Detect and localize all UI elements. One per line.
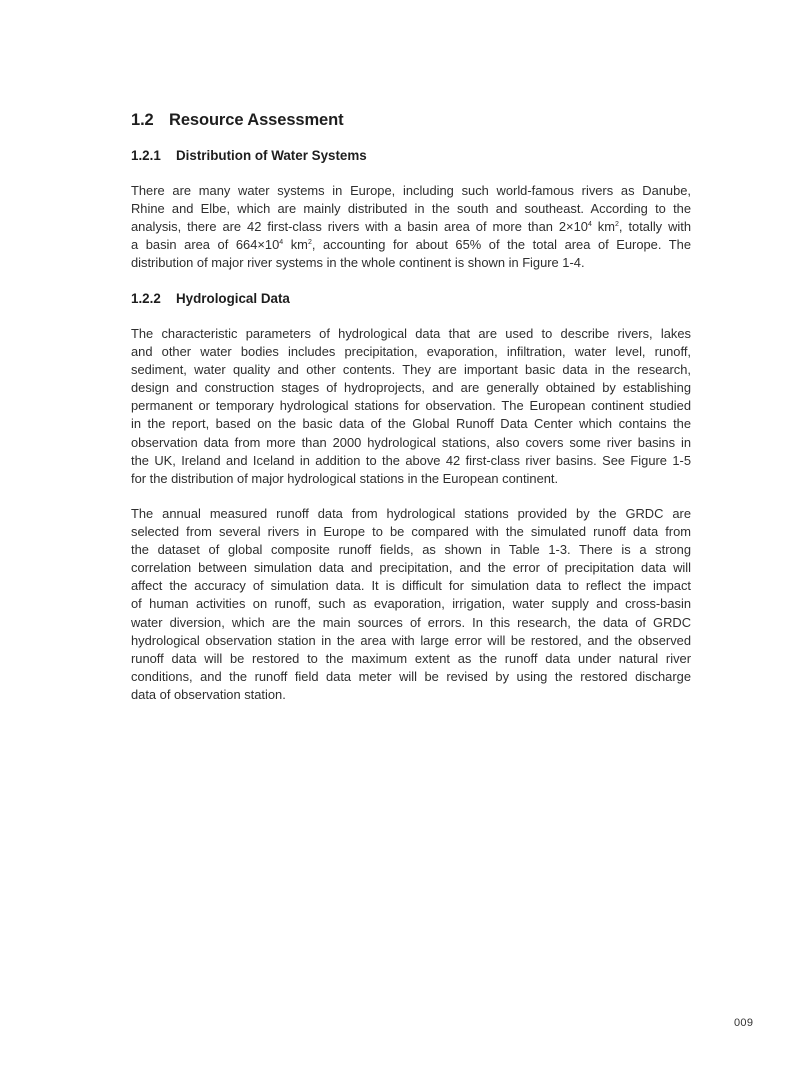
text-line: the UK, Ireland and Iceland in addition to the above 42 first-class river basins. See Figure 1-5 xyxy=(131,452,691,468)
text-line: for the distribution of major hydrological stations in the European continent. xyxy=(131,470,559,486)
section-number: 1.2 xyxy=(131,111,154,129)
text-line: a basin area of $664\times 10^4$ $km^2$, accounting for about 65% of the total area of Europe. The xyxy=(131,237,691,253)
text-line: sediment, water quality and other contents. They are important basic data in the research, xyxy=(131,362,691,378)
text-line: design and construction stages of hydroprojects, and are generally obtained by establishing xyxy=(131,380,691,396)
text-line: selected from several rivers in Europe to be compared with the simulated runoff data from xyxy=(131,524,691,540)
text-line: distribution of major river systems in the whole continent is shown in Figure 1-4. xyxy=(131,255,585,271)
text-line: affect the accuracy of simulation data. It is difficult for simulation data to reflect the impact xyxy=(131,578,691,594)
subsection-heading-distribution xyxy=(131,148,367,163)
page-number: 009 xyxy=(734,1017,754,1029)
text-line: There are many water systems in Europe, including such world-famous rivers as Danube, xyxy=(131,183,691,198)
section-title: Resource Assessment xyxy=(169,111,344,129)
subsection-number: 1.2.2 xyxy=(131,291,161,306)
subsection-number: 1.2.1 xyxy=(131,148,161,163)
paragraph-runoff-comparison xyxy=(131,505,691,704)
text-line: permanent or temporary hydrological stations for observation. The European continent studied xyxy=(131,398,691,414)
paragraph-hydrological-parameters xyxy=(131,325,691,488)
text-line: in the report, based on the basic data of the Global Runoff Data Center which contains the xyxy=(131,416,691,432)
text-line: runoff data will be restored to the maximum extent as the runoff data under natural river xyxy=(131,650,691,666)
text-line: hydrological observation station in the area with large error will be restored, and the observed xyxy=(131,632,691,648)
text-line: analysis, there are 42 first-class rivers with a basin area of more than $2\times 10^4$ $km^2$, totally with xyxy=(131,219,692,235)
text-line: observation data from more than 2000 hydrological stations, also covers some river basins in xyxy=(131,434,691,450)
text-line: Rhine and Elbe, which are mainly distributed in the south and southeast. According to the xyxy=(131,201,691,217)
paragraph-water-systems xyxy=(131,182,691,272)
text-line: conditions, and the runoff field data meter will be revised by using the restored discharge xyxy=(131,668,691,684)
text-line: and other water bodies includes precipitation, evaporation, infiltration, water level, runoff, xyxy=(131,344,691,360)
text-line: correlation between simulation data and precipitation, and the error of precipitation data will xyxy=(131,560,691,576)
subsection-title: Distribution of Water Systems xyxy=(176,148,367,163)
text-line: data of observation station. xyxy=(131,686,286,702)
text-line: The characteristic parameters of hydrological data that are used to describe rivers, lakes xyxy=(131,326,691,341)
text-line: the dataset of global composite runoff fields, as shown in Table 1-3. There is a strong xyxy=(131,542,691,558)
text-line: of human activities on runoff, such as evaporation, irrigation, water supply and cross-basin xyxy=(131,596,691,612)
subsection-title: Hydrological Data xyxy=(176,291,290,306)
text-line: water diversion, which are the main sources of errors. In this research, the data of GRDC xyxy=(131,614,691,630)
section-heading xyxy=(131,111,344,130)
subsection-heading-hydrological-data xyxy=(131,291,290,306)
text-line: The annual measured runoff data from hydrological stations provided by the GRDC are xyxy=(131,506,691,521)
